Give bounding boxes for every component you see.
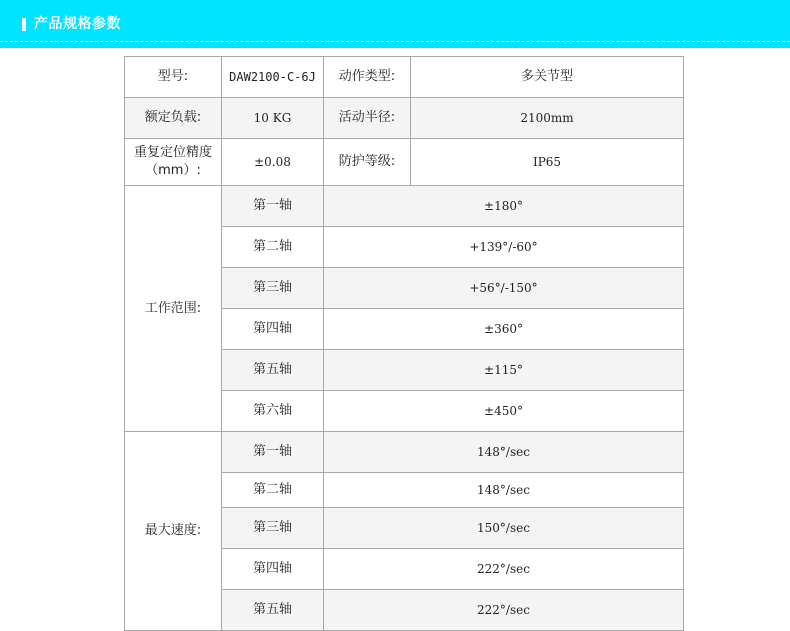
max-speed-axis: 第三轴	[222, 508, 324, 549]
max-speed-value: 148°/sec	[324, 432, 684, 473]
header-dashed-divider	[0, 41, 790, 42]
header-marker	[22, 18, 26, 31]
work-range-axis: 第五轴	[222, 350, 324, 391]
row-model	[125, 57, 684, 98]
repeatability-label-line2: （mm）:	[145, 163, 201, 178]
motion-type-label: 动作类型:	[324, 57, 411, 98]
work-range-axis: 第二轴	[222, 227, 324, 268]
work-range-axis: 第一轴	[222, 186, 324, 227]
payload-value: 10 KG	[222, 98, 324, 139]
repeatability-label	[125, 139, 222, 186]
work-range-value: +56°/-150°	[324, 268, 684, 309]
work-range-label: 工作范围:	[125, 186, 222, 432]
work-range-row	[125, 186, 684, 227]
max-speed-axis: 第一轴	[222, 432, 324, 473]
radius-label: 活动半径:	[324, 98, 411, 139]
work-range-value: ±450°	[324, 391, 684, 432]
max-speed-value: 150°/sec	[324, 508, 684, 549]
radius-value: 2100mm	[411, 98, 684, 139]
work-range-value: ±115°	[324, 350, 684, 391]
work-range-axis: 第六轴	[222, 391, 324, 432]
max-speed-value: 222°/sec	[324, 549, 684, 590]
work-range-value: +139°/-60°	[324, 227, 684, 268]
max-speed-row	[125, 432, 684, 473]
work-range-value: ±360°	[324, 309, 684, 350]
max-speed-axis: 第二轴	[222, 473, 324, 508]
max-speed-value: 222°/sec	[324, 590, 684, 631]
work-range-axis: 第四轴	[222, 309, 324, 350]
max-speed-label: 最大速度:	[125, 432, 222, 631]
protection-label: 防护等级:	[324, 139, 411, 186]
row-payload	[125, 98, 684, 139]
max-speed-axis: 第五轴	[222, 590, 324, 631]
section-header	[0, 0, 790, 48]
repeatability-label-line1: 重复定位精度	[133, 145, 212, 160]
payload-label: 额定负载:	[125, 98, 222, 139]
protection-value: IP65	[411, 139, 684, 186]
model-label: 型号:	[125, 57, 222, 98]
model-value: DAW2100-C-6J	[222, 57, 324, 98]
max-speed-value: 148°/sec	[324, 473, 684, 508]
work-range-value: ±180°	[324, 186, 684, 227]
max-speed-axis: 第四轴	[222, 549, 324, 590]
repeatability-value: ±0.08	[222, 139, 324, 186]
motion-type-value: 多关节型	[411, 57, 684, 98]
row-repeatability	[125, 139, 684, 186]
spec-table	[124, 56, 684, 631]
work-range-axis: 第三轴	[222, 268, 324, 309]
section-title: 产品规格参数	[34, 16, 121, 32]
